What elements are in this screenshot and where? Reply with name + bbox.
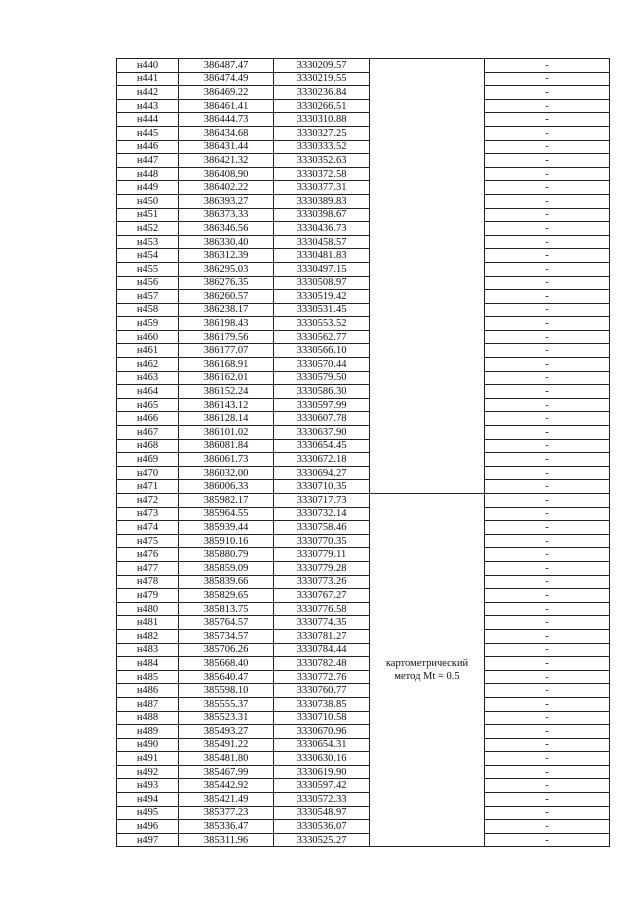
value-cell: - bbox=[485, 113, 610, 127]
value-cell: - bbox=[485, 616, 610, 630]
point-id-cell: н451 bbox=[117, 208, 179, 222]
table-row bbox=[117, 99, 610, 113]
x-coordinate-cell: 386330.40 bbox=[179, 235, 274, 249]
table-row bbox=[117, 412, 610, 426]
x-coordinate-cell: 386469.22 bbox=[179, 86, 274, 100]
x-coordinate-cell: 385421.49 bbox=[179, 793, 274, 807]
x-coordinate-cell: 386474.49 bbox=[179, 72, 274, 86]
x-coordinate-cell: 386061.73 bbox=[179, 453, 274, 467]
x-coordinate-cell: 386393.27 bbox=[179, 194, 274, 208]
x-coordinate-cell: 385491.22 bbox=[179, 738, 274, 752]
point-id-cell: н465 bbox=[117, 398, 179, 412]
value-cell: - bbox=[485, 181, 610, 195]
value-cell: - bbox=[485, 208, 610, 222]
table-row bbox=[117, 344, 610, 358]
y-coordinate-cell: 3330760.77 bbox=[274, 684, 370, 698]
x-coordinate-cell: 386373.33 bbox=[179, 208, 274, 222]
x-coordinate-cell: 385880.79 bbox=[179, 548, 274, 562]
value-cell: - bbox=[485, 534, 610, 548]
point-id-cell: н460 bbox=[117, 330, 179, 344]
point-id-cell: н488 bbox=[117, 711, 179, 725]
y-coordinate-cell: 3330570.44 bbox=[274, 358, 370, 372]
y-coordinate-cell: 3330310.88 bbox=[274, 113, 370, 127]
point-id-cell: н464 bbox=[117, 385, 179, 399]
y-coordinate-cell: 3330586.30 bbox=[274, 385, 370, 399]
point-id-cell: н494 bbox=[117, 793, 179, 807]
point-id-cell: н445 bbox=[117, 126, 179, 140]
value-cell: - bbox=[485, 466, 610, 480]
x-coordinate-cell: 385442.92 bbox=[179, 779, 274, 793]
point-id-cell: н453 bbox=[117, 235, 179, 249]
value-cell: - bbox=[485, 344, 610, 358]
value-cell: - bbox=[485, 820, 610, 834]
x-coordinate-cell: 386101.02 bbox=[179, 426, 274, 440]
value-cell: - bbox=[485, 154, 610, 168]
y-coordinate-cell: 3330548.97 bbox=[274, 806, 370, 820]
table-row bbox=[117, 602, 610, 616]
y-coordinate-cell: 3330352.63 bbox=[274, 154, 370, 168]
point-id-cell: н491 bbox=[117, 752, 179, 766]
table-row bbox=[117, 330, 610, 344]
value-cell: - bbox=[485, 72, 610, 86]
table-row bbox=[117, 371, 610, 385]
y-coordinate-cell: 3330772.76 bbox=[274, 670, 370, 684]
point-id-cell: н457 bbox=[117, 290, 179, 304]
value-cell: - bbox=[485, 86, 610, 100]
value-cell: - bbox=[485, 235, 610, 249]
x-coordinate-cell: 385668.40 bbox=[179, 657, 274, 671]
table-row bbox=[117, 738, 610, 752]
table-row bbox=[117, 575, 610, 589]
y-coordinate-cell: 3330784.44 bbox=[274, 643, 370, 657]
coordinates-table-body bbox=[117, 59, 610, 847]
point-id-cell: н459 bbox=[117, 317, 179, 331]
x-coordinate-cell: 386276.35 bbox=[179, 276, 274, 290]
point-id-cell: н471 bbox=[117, 480, 179, 494]
table-row bbox=[117, 657, 610, 671]
x-coordinate-cell: 386198.43 bbox=[179, 317, 274, 331]
point-id-cell: н482 bbox=[117, 629, 179, 643]
table-row bbox=[117, 494, 610, 508]
x-coordinate-cell: 386444.73 bbox=[179, 113, 274, 127]
point-id-cell: н441 bbox=[117, 72, 179, 86]
point-id-cell: н490 bbox=[117, 738, 179, 752]
value-cell: - bbox=[485, 507, 610, 521]
x-coordinate-cell: 386081.84 bbox=[179, 439, 274, 453]
table-row bbox=[117, 752, 610, 766]
y-coordinate-cell: 3330781.27 bbox=[274, 629, 370, 643]
table-row bbox=[117, 59, 610, 73]
y-coordinate-cell: 3330436.73 bbox=[274, 222, 370, 236]
table-row bbox=[117, 806, 610, 820]
table-row bbox=[117, 154, 610, 168]
value-cell: - bbox=[485, 602, 610, 616]
value-cell: - bbox=[485, 657, 610, 671]
value-cell: - bbox=[485, 629, 610, 643]
point-id-cell: н478 bbox=[117, 575, 179, 589]
x-coordinate-cell: 385640.47 bbox=[179, 670, 274, 684]
y-coordinate-cell: 3330738.85 bbox=[274, 697, 370, 711]
value-cell: - bbox=[485, 752, 610, 766]
y-coordinate-cell: 3330670.96 bbox=[274, 725, 370, 739]
value-cell: - bbox=[485, 59, 610, 73]
table-row bbox=[117, 262, 610, 276]
point-id-cell: н447 bbox=[117, 154, 179, 168]
table-row bbox=[117, 521, 610, 535]
y-coordinate-cell: 3330372.58 bbox=[274, 167, 370, 181]
value-cell: - bbox=[485, 561, 610, 575]
table-row bbox=[117, 684, 610, 698]
table-row bbox=[117, 670, 610, 684]
point-id-cell: н449 bbox=[117, 181, 179, 195]
point-id-cell: н485 bbox=[117, 670, 179, 684]
y-coordinate-cell: 3330531.45 bbox=[274, 303, 370, 317]
x-coordinate-cell: 386421.32 bbox=[179, 154, 274, 168]
point-id-cell: н450 bbox=[117, 194, 179, 208]
y-coordinate-cell: 3330389.83 bbox=[274, 194, 370, 208]
point-id-cell: н458 bbox=[117, 303, 179, 317]
point-id-cell: н446 bbox=[117, 140, 179, 154]
value-cell: - bbox=[485, 385, 610, 399]
point-id-cell: н479 bbox=[117, 589, 179, 603]
table-row bbox=[117, 167, 610, 181]
x-coordinate-cell: 386295.03 bbox=[179, 262, 274, 276]
x-coordinate-cell: 385964.55 bbox=[179, 507, 274, 521]
value-cell: - bbox=[485, 439, 610, 453]
point-id-cell: н475 bbox=[117, 534, 179, 548]
y-coordinate-cell: 3330776.58 bbox=[274, 602, 370, 616]
x-coordinate-cell: 385377.23 bbox=[179, 806, 274, 820]
y-coordinate-cell: 3330607.78 bbox=[274, 412, 370, 426]
y-coordinate-cell: 3330710.35 bbox=[274, 480, 370, 494]
y-coordinate-cell: 3330508.97 bbox=[274, 276, 370, 290]
value-cell: - bbox=[485, 358, 610, 372]
point-id-cell: н455 bbox=[117, 262, 179, 276]
x-coordinate-cell: 385598.10 bbox=[179, 684, 274, 698]
table-row bbox=[117, 453, 610, 467]
y-coordinate-cell: 3330209.57 bbox=[274, 59, 370, 73]
value-cell: - bbox=[485, 589, 610, 603]
table-row bbox=[117, 480, 610, 494]
x-coordinate-cell: 386431.44 bbox=[179, 140, 274, 154]
y-coordinate-cell: 3330497.15 bbox=[274, 262, 370, 276]
value-cell: - bbox=[485, 765, 610, 779]
table-row bbox=[117, 561, 610, 575]
value-cell: - bbox=[485, 412, 610, 426]
x-coordinate-cell: 385859.09 bbox=[179, 561, 274, 575]
x-coordinate-cell: 385764.57 bbox=[179, 616, 274, 630]
point-id-cell: н456 bbox=[117, 276, 179, 290]
table-row bbox=[117, 534, 610, 548]
y-coordinate-cell: 3330525.27 bbox=[274, 833, 370, 847]
x-coordinate-cell: 386346.56 bbox=[179, 222, 274, 236]
point-id-cell: н454 bbox=[117, 249, 179, 263]
table-row bbox=[117, 398, 610, 412]
table-row bbox=[117, 222, 610, 236]
x-coordinate-cell: 385311.96 bbox=[179, 833, 274, 847]
y-coordinate-cell: 3330630.16 bbox=[274, 752, 370, 766]
y-coordinate-cell: 3330266.51 bbox=[274, 99, 370, 113]
point-id-cell: н473 bbox=[117, 507, 179, 521]
y-coordinate-cell: 3330717.73 bbox=[274, 494, 370, 508]
point-id-cell: н476 bbox=[117, 548, 179, 562]
table-row bbox=[117, 616, 610, 630]
y-coordinate-cell: 3330774.35 bbox=[274, 616, 370, 630]
table-row bbox=[117, 629, 610, 643]
y-coordinate-cell: 3330597.42 bbox=[274, 779, 370, 793]
table-row bbox=[117, 507, 610, 521]
point-id-cell: н497 bbox=[117, 833, 179, 847]
table-row bbox=[117, 358, 610, 372]
point-id-cell: н463 bbox=[117, 371, 179, 385]
point-id-cell: н486 bbox=[117, 684, 179, 698]
y-coordinate-cell: 3330519.42 bbox=[274, 290, 370, 304]
y-coordinate-cell: 3330219.55 bbox=[274, 72, 370, 86]
y-coordinate-cell: 3330481.83 bbox=[274, 249, 370, 263]
value-cell: - bbox=[485, 249, 610, 263]
value-cell: - bbox=[485, 140, 610, 154]
point-id-cell: н452 bbox=[117, 222, 179, 236]
x-coordinate-cell: 385910.16 bbox=[179, 534, 274, 548]
x-coordinate-cell: 385555.37 bbox=[179, 697, 274, 711]
y-coordinate-cell: 3330327.25 bbox=[274, 126, 370, 140]
x-coordinate-cell: 386168.91 bbox=[179, 358, 274, 372]
y-coordinate-cell: 3330782.48 bbox=[274, 657, 370, 671]
y-coordinate-cell: 3330694.27 bbox=[274, 466, 370, 480]
method-cell-top bbox=[370, 59, 485, 494]
table-row bbox=[117, 385, 610, 399]
table-row bbox=[117, 589, 610, 603]
y-coordinate-cell: 3330333.52 bbox=[274, 140, 370, 154]
table-row bbox=[117, 711, 610, 725]
value-cell: - bbox=[485, 548, 610, 562]
value-cell: - bbox=[485, 711, 610, 725]
value-cell: - bbox=[485, 194, 610, 208]
y-coordinate-cell: 3330758.46 bbox=[274, 521, 370, 535]
value-cell: - bbox=[485, 426, 610, 440]
table-row bbox=[117, 140, 610, 154]
coordinates-table bbox=[116, 58, 610, 847]
y-coordinate-cell: 3330773.26 bbox=[274, 575, 370, 589]
table-row bbox=[117, 697, 610, 711]
method-cell-bottom: картометрический метод Mt = 0.5 bbox=[370, 494, 485, 847]
table-row bbox=[117, 643, 610, 657]
table-row bbox=[117, 72, 610, 86]
y-coordinate-cell: 3330566.10 bbox=[274, 344, 370, 358]
y-coordinate-cell: 3330654.45 bbox=[274, 439, 370, 453]
point-id-cell: н481 bbox=[117, 616, 179, 630]
value-cell: - bbox=[485, 398, 610, 412]
table-row bbox=[117, 779, 610, 793]
value-cell: - bbox=[485, 453, 610, 467]
table-row bbox=[117, 548, 610, 562]
point-id-cell: н487 bbox=[117, 697, 179, 711]
point-id-cell: н480 bbox=[117, 602, 179, 616]
x-coordinate-cell: 386177.07 bbox=[179, 344, 274, 358]
point-id-cell: н469 bbox=[117, 453, 179, 467]
table-row bbox=[117, 466, 610, 480]
x-coordinate-cell: 386143.12 bbox=[179, 398, 274, 412]
y-coordinate-cell: 3330458.57 bbox=[274, 235, 370, 249]
table-row bbox=[117, 181, 610, 195]
table-row bbox=[117, 820, 610, 834]
x-coordinate-cell: 385706.26 bbox=[179, 643, 274, 657]
point-id-cell: н472 bbox=[117, 494, 179, 508]
value-cell: - bbox=[485, 833, 610, 847]
point-id-cell: н461 bbox=[117, 344, 179, 358]
point-id-cell: н443 bbox=[117, 99, 179, 113]
x-coordinate-cell: 385481.80 bbox=[179, 752, 274, 766]
value-cell: - bbox=[485, 371, 610, 385]
point-id-cell: н468 bbox=[117, 439, 179, 453]
y-coordinate-cell: 3330732.14 bbox=[274, 507, 370, 521]
table-row bbox=[117, 303, 610, 317]
y-coordinate-cell: 3330654.31 bbox=[274, 738, 370, 752]
value-cell: - bbox=[485, 126, 610, 140]
value-cell: - bbox=[485, 670, 610, 684]
x-coordinate-cell: 385493.27 bbox=[179, 725, 274, 739]
x-coordinate-cell: 386461.41 bbox=[179, 99, 274, 113]
point-id-cell: н496 bbox=[117, 820, 179, 834]
value-cell: - bbox=[485, 793, 610, 807]
value-cell: - bbox=[485, 262, 610, 276]
x-coordinate-cell: 386162.01 bbox=[179, 371, 274, 385]
x-coordinate-cell: 385829.65 bbox=[179, 589, 274, 603]
x-coordinate-cell: 386032.00 bbox=[179, 466, 274, 480]
x-coordinate-cell: 386238.17 bbox=[179, 303, 274, 317]
x-coordinate-cell: 385734.57 bbox=[179, 629, 274, 643]
point-id-cell: н470 bbox=[117, 466, 179, 480]
table-row bbox=[117, 126, 610, 140]
y-coordinate-cell: 3330553.52 bbox=[274, 317, 370, 331]
value-cell: - bbox=[485, 167, 610, 181]
x-coordinate-cell: 386408.90 bbox=[179, 167, 274, 181]
value-cell: - bbox=[485, 725, 610, 739]
y-coordinate-cell: 3330572.33 bbox=[274, 793, 370, 807]
y-coordinate-cell: 3330236.84 bbox=[274, 86, 370, 100]
point-id-cell: н495 bbox=[117, 806, 179, 820]
table-row bbox=[117, 208, 610, 222]
table-row bbox=[117, 793, 610, 807]
value-cell: - bbox=[485, 494, 610, 508]
value-cell: - bbox=[485, 222, 610, 236]
point-id-cell: н474 bbox=[117, 521, 179, 535]
value-cell: - bbox=[485, 330, 610, 344]
table-row bbox=[117, 194, 610, 208]
table-row bbox=[117, 249, 610, 263]
table-row bbox=[117, 833, 610, 847]
value-cell: - bbox=[485, 575, 610, 589]
table-row bbox=[117, 317, 610, 331]
value-cell: - bbox=[485, 521, 610, 535]
point-id-cell: н442 bbox=[117, 86, 179, 100]
x-coordinate-cell: 386128.14 bbox=[179, 412, 274, 426]
point-id-cell: н493 bbox=[117, 779, 179, 793]
point-id-cell: н462 bbox=[117, 358, 179, 372]
x-coordinate-cell: 385467.99 bbox=[179, 765, 274, 779]
x-coordinate-cell: 386179.56 bbox=[179, 330, 274, 344]
point-id-cell: н484 bbox=[117, 657, 179, 671]
value-cell: - bbox=[485, 779, 610, 793]
table-row bbox=[117, 765, 610, 779]
y-coordinate-cell: 3330710.58 bbox=[274, 711, 370, 725]
x-coordinate-cell: 385939.44 bbox=[179, 521, 274, 535]
y-coordinate-cell: 3330619.90 bbox=[274, 765, 370, 779]
x-coordinate-cell: 386487.47 bbox=[179, 59, 274, 73]
x-coordinate-cell: 385982.17 bbox=[179, 494, 274, 508]
y-coordinate-cell: 3330597.99 bbox=[274, 398, 370, 412]
y-coordinate-cell: 3330377.31 bbox=[274, 181, 370, 195]
point-id-cell: н477 bbox=[117, 561, 179, 575]
value-cell: - bbox=[485, 738, 610, 752]
value-cell: - bbox=[485, 99, 610, 113]
x-coordinate-cell: 385336.47 bbox=[179, 820, 274, 834]
y-coordinate-cell: 3330779.28 bbox=[274, 561, 370, 575]
point-id-cell: н448 bbox=[117, 167, 179, 181]
table-row bbox=[117, 276, 610, 290]
table-row bbox=[117, 426, 610, 440]
point-id-cell: н492 bbox=[117, 765, 179, 779]
value-cell: - bbox=[485, 643, 610, 657]
x-coordinate-cell: 386006.33 bbox=[179, 480, 274, 494]
x-coordinate-cell: 386152.24 bbox=[179, 385, 274, 399]
table-row bbox=[117, 113, 610, 127]
y-coordinate-cell: 3330637.90 bbox=[274, 426, 370, 440]
x-coordinate-cell: 386434.68 bbox=[179, 126, 274, 140]
x-coordinate-cell: 386312.39 bbox=[179, 249, 274, 263]
y-coordinate-cell: 3330672.18 bbox=[274, 453, 370, 467]
point-id-cell: н467 bbox=[117, 426, 179, 440]
value-cell: - bbox=[485, 806, 610, 820]
y-coordinate-cell: 3330767.27 bbox=[274, 589, 370, 603]
value-cell: - bbox=[485, 684, 610, 698]
x-coordinate-cell: 386260.57 bbox=[179, 290, 274, 304]
y-coordinate-cell: 3330536.07 bbox=[274, 820, 370, 834]
y-coordinate-cell: 3330398.67 bbox=[274, 208, 370, 222]
point-id-cell: н466 bbox=[117, 412, 179, 426]
x-coordinate-cell: 386402.22 bbox=[179, 181, 274, 195]
y-coordinate-cell: 3330579.50 bbox=[274, 371, 370, 385]
table-row bbox=[117, 290, 610, 304]
y-coordinate-cell: 3330779.11 bbox=[274, 548, 370, 562]
table-row bbox=[117, 86, 610, 100]
y-coordinate-cell: 3330770.35 bbox=[274, 534, 370, 548]
value-cell: - bbox=[485, 480, 610, 494]
x-coordinate-cell: 385813.75 bbox=[179, 602, 274, 616]
value-cell: - bbox=[485, 697, 610, 711]
point-id-cell: н483 bbox=[117, 643, 179, 657]
value-cell: - bbox=[485, 317, 610, 331]
x-coordinate-cell: 385523.31 bbox=[179, 711, 274, 725]
x-coordinate-cell: 385839.66 bbox=[179, 575, 274, 589]
value-cell: - bbox=[485, 290, 610, 304]
table-row bbox=[117, 439, 610, 453]
point-id-cell: н444 bbox=[117, 113, 179, 127]
y-coordinate-cell: 3330562.77 bbox=[274, 330, 370, 344]
point-id-cell: н440 bbox=[117, 59, 179, 73]
value-cell: - bbox=[485, 276, 610, 290]
table-row bbox=[117, 235, 610, 249]
value-cell: - bbox=[485, 303, 610, 317]
point-id-cell: н489 bbox=[117, 725, 179, 739]
table-row bbox=[117, 725, 610, 739]
